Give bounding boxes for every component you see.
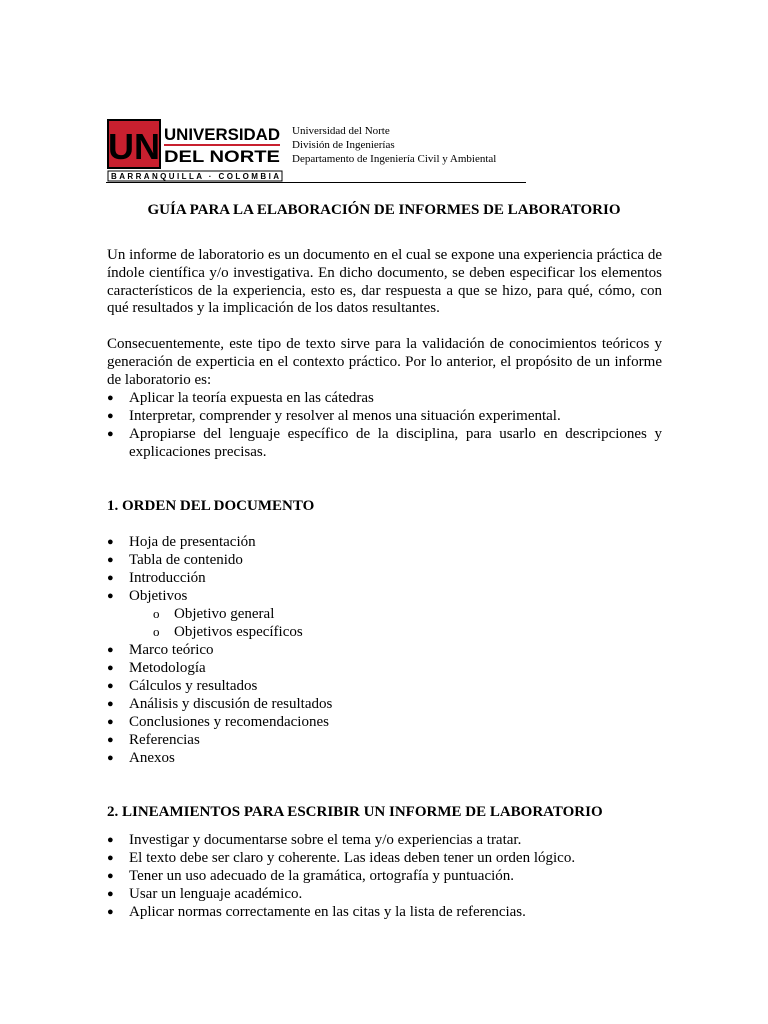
department-name: Departamento de Ingeniería Civil y Ambiental xyxy=(292,153,497,165)
bullet-icon: ● xyxy=(107,752,114,764)
list-item: ● Metodología xyxy=(107,660,206,676)
intro-paragraph: Un informe de laboratorio es un documento en el cual se expone una experiencia práctica de índole científica y/o investigativa. En dicho documento, se deben especificar los elementos característicos de la experiencia, esto es, dar respuesta a que se hizo, para qué, cómo, con qué resultados y la implicación de los datos resultantes. xyxy=(107,247,662,317)
bullet-icon: ● xyxy=(107,554,114,566)
list-item: ● Aplicar la teoría expuesta en las cátedras xyxy=(107,390,374,406)
document-title: GUÍA PARA LA ELABORACIÓN DE INFORMES DE LABORATORIO xyxy=(147,202,621,218)
logo-line1: UNIVERSIDAD xyxy=(164,125,280,144)
bullet-icon: ● xyxy=(107,662,114,674)
sub-list-item: o Objetivo general xyxy=(153,606,275,622)
bullet-icon: ● xyxy=(107,644,114,656)
list-item: ● Anexos xyxy=(107,750,175,766)
bullet-icon: ● xyxy=(107,716,114,728)
list-item: ● Referencias xyxy=(107,732,200,748)
bullet-icon: ● xyxy=(107,410,114,422)
section-heading-order: 1. ORDEN DEL DOCUMENTO xyxy=(107,498,315,514)
letterhead xyxy=(106,110,526,184)
list-item: ● Introducción xyxy=(107,570,206,586)
list-item: ● Interpretar, comprender y resolver al menos una situación experimental. xyxy=(107,408,561,424)
guidelines-list xyxy=(107,831,662,921)
division-name: División de Ingenierías xyxy=(292,139,395,151)
bullet-icon: ● xyxy=(107,734,114,746)
sub-bullet-icon: o xyxy=(153,624,160,639)
university-logo xyxy=(106,118,286,182)
purpose-paragraph: Consecuentemente, este tipo de texto sirve para la validación de conocimientos teóricos y generación de experticia en el contexto práctico. Por lo anterior, el propósito de un informe de laboratorio es: xyxy=(107,336,662,388)
bullet-icon: ● xyxy=(107,392,114,404)
header-institution-info xyxy=(292,124,496,166)
list-item: ● Usar un lenguaje académico. xyxy=(107,886,303,902)
bullet-icon: ● xyxy=(107,680,114,692)
list-item: ● Objetivos o Objetivo general o Objetivos específicos xyxy=(107,587,662,641)
sub-bullet-icon: o xyxy=(153,606,160,621)
list-item: ● Tabla de contenido xyxy=(107,552,243,568)
list-item: ● Hoja de presentación xyxy=(107,534,256,550)
bullet-icon: ● xyxy=(107,590,114,602)
logo-location: BARRANQUILLA · COLOMBIA xyxy=(111,172,279,181)
bullet-icon: ● xyxy=(107,428,114,440)
objectives-sublist xyxy=(129,605,662,641)
bullet-icon: ● xyxy=(107,870,114,882)
purpose-list xyxy=(107,389,662,461)
bullet-icon: ● xyxy=(107,852,114,864)
list-item: ● Investigar y documentarse sobre el tema y/o experiencias a tratar. xyxy=(107,832,522,848)
list-item: ● El texto debe ser claro y coherente. Las ideas deben tener un orden lógico. xyxy=(107,850,576,866)
list-item: ● Apropiarse del lenguaje específico de la disciplina, para usarlo en descripciones y explicaciones precisas. xyxy=(107,426,662,460)
logo-mark: UN xyxy=(108,126,160,167)
list-item: ● Conclusiones y recomendaciones xyxy=(107,714,329,730)
bullet-icon: ● xyxy=(107,834,114,846)
bullet-icon: ● xyxy=(107,888,114,900)
document-order-list xyxy=(107,533,662,767)
institution-name: Universidad del Norte xyxy=(292,125,390,137)
list-item: ● Cálculos y resultados xyxy=(107,678,258,694)
list-item: ● Aplicar normas correctamente en las citas y la lista de referencias. xyxy=(107,904,526,920)
section-heading-guidelines: 2. LINEAMIENTOS PARA ESCRIBIR UN INFORME DE LABORATORIO xyxy=(107,804,603,820)
logo-line2: DEL NORTE xyxy=(164,147,280,166)
sub-list-item: o Objetivos específicos xyxy=(153,624,303,640)
bullet-icon: ● xyxy=(107,572,114,584)
bullet-icon: ● xyxy=(107,536,114,548)
list-item: ● Tener un uso adecuado de la gramática, ortografía y puntuación. xyxy=(107,868,515,884)
list-item: ● Análisis y discusión de resultados xyxy=(107,696,333,712)
header-divider xyxy=(106,182,526,183)
list-item: ● Marco teórico xyxy=(107,642,214,658)
bullet-icon: ● xyxy=(107,698,114,710)
bullet-icon: ● xyxy=(107,906,114,918)
